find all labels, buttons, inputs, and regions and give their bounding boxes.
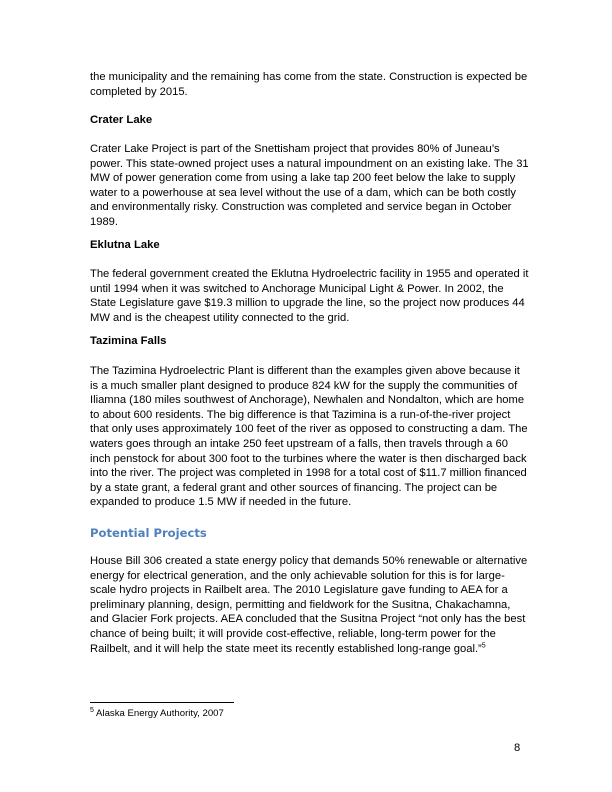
crater-lake-heading: Crater Lake [90,114,153,126]
potential-projects-text: House Bill 306 created a state energy policy that demands 50% renewable or alternative energy for electrical generation, and the only achievable solution for this is for large-scale hydro projects in Railbelt area. The 2010 Legislature gave funding to AEA for a preliminary planning, design, permitting and fieldwork for the Susitna, Chakachamna, and Glacier Fork projects. AEA concluded that the Susitna Project “not only has the best chance of being built; it will provide cost-effective, reliable, long-term power for the Railbelt, and it will help the state meet its recently established long-range goal.” [90,555,528,655]
eklutna-lake-paragraph: The federal government created the Eklutna Hydroelectric facility in 1955 and operated it until 1994 when it was switched to Anchorage Municipal Light & Power. In 2002, the State Legislature gave $19.3 million to upgrade the line, so the project now produces 44 MW and is the cheapest utility connected to the grid. [90,268,529,324]
footnote-marker: 5 [90,706,94,714]
eklutna-lake-heading: Eklutna Lake [90,239,160,251]
footnote [90,708,224,720]
footnote-reference[interactable]: 5 [481,641,486,649]
crater-lake-paragraph: Crater Lake Project is part of the Snettisham project that provides 80% of Juneau’s power. This state-owned project uses a natural impoundment on an existing lake. The 31 MW of power generation come from using a lake tap 200 feet below the lake to supply water to a powerhouse at sea level without the use of a dam, which can be both costly and environmentally risky. Construction was completed and service began in October 1989. [90,143,529,228]
tazimina-falls-paragraph: The Tazimina Hydroelectric Plant is different than the examples given above because it is a much smaller plant designed to produce 824 kW for the supply the communities of Iliamna (180 miles southwest of Anchorage), Newhalen and Nondalton, which are home to about 600 residents. The big difference is that Tazimina is a run-of-the-river project that only uses approximately 100 feet of the river as opposed to constructing a dam. The waters goes through an intake 250 feet upstream of a falls, then travels through a 60 inch penstock for about 300 foot to the turbines where the water is then discharged back into the river. The project was completed in 1998 for a total cost of $11.7 million financed by a state grant, a federal grant and other sources of financing. The project can be expanded to produce 1.5 MW if needed in the future. [90,365,528,509]
page-number: 8 [514,742,521,754]
footnote-text: Alaska Energy Authority, 2007 [93,708,224,719]
intro-paragraph: the municipality and the remaining has come from the state. Construction is expected be completed by 2015. [90,71,528,98]
tazimina-falls-heading: Tazimina Falls [90,335,167,347]
footnote-divider [90,702,234,703]
potential-projects-paragraph [90,554,530,656]
potential-projects-heading: Potential Projects [90,526,207,540]
